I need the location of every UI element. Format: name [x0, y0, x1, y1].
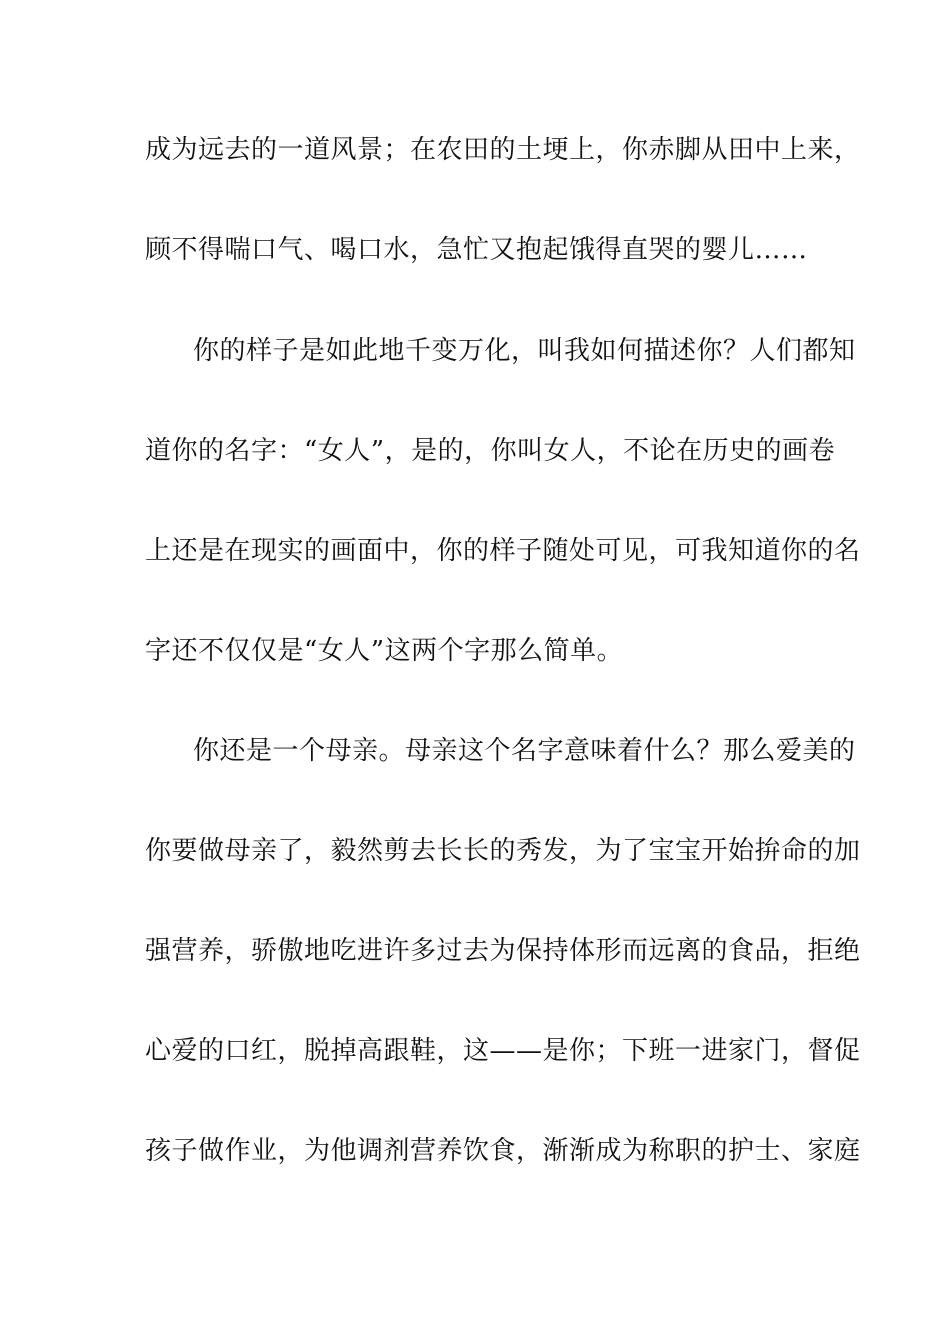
text-line: 道你的名字：“女人”，是的，你叫女人，不论在历史的画卷: [145, 436, 836, 466]
text-line: 强营养，骄傲地吃进许多过去为保持体形而远离的食品，拒绝: [145, 936, 861, 966]
text-line: 心爱的口红，脱掉高跟鞋，这——是你；下班一进家门，督促: [145, 1036, 861, 1066]
text-line: 孩子做作业，为他调剂营养饮食，渐渐成为称职的护士、家庭: [145, 1136, 861, 1166]
paragraph-first-line: 你还是一个母亲。母亲这个名字意味着什么？那么爱美的: [193, 736, 856, 766]
text-line: 顾不得喘口气、喝口水，急忙又抱起饿得直哭的婴儿……: [145, 235, 808, 265]
paragraph-first-line: 你的样子是如此地千变万化，叫我如何描述你？人们都知: [193, 336, 856, 366]
text-line: 你要做母亲了，毅然剪去长长的秀发，为了宝宝开始拚命的加: [145, 836, 861, 866]
text-line: 成为远去的一道风景；在农田的土埂上，你赤脚从田中上来，: [145, 135, 861, 165]
text-line: 上还是在现实的画面中，你的样子随处可见，可我知道你的名: [145, 536, 861, 566]
text-line: 字还不仅仅是“女人”这两个字那么简单。: [145, 636, 624, 666]
